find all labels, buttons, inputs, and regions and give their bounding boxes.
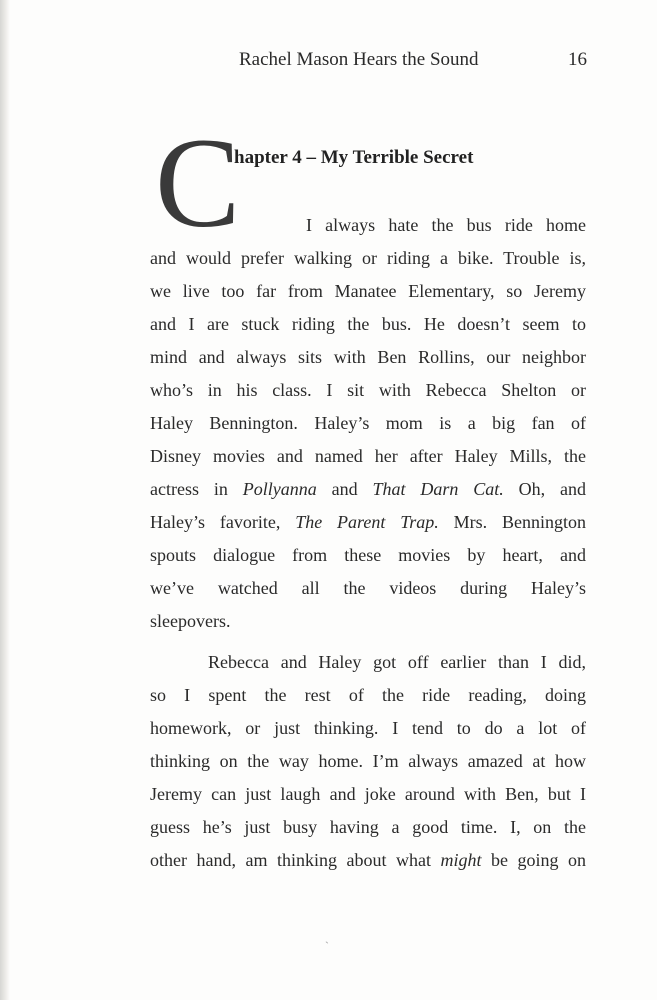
film-title-parent-trap: The Parent Trap. <box>295 512 439 532</box>
text-line: I always hate the bus ride home <box>306 215 586 235</box>
paragraph-spacer <box>150 638 586 646</box>
emphasis-word: might <box>440 850 482 870</box>
text-line: homework, or just thinking. I tend to do a lot of <box>150 718 586 738</box>
text-line <box>150 473 586 506</box>
book-title: Rachel Mason Hears the Sound <box>239 49 479 70</box>
text-line: guess he’s just busy having a good time. I, on the <box>150 817 586 837</box>
text-run: Mrs. Bennington <box>438 512 586 532</box>
text-run: actress in <box>150 479 243 499</box>
text-line: and I are stuck riding the bus. He doesn’t seem to <box>150 314 586 334</box>
text-run: be going on <box>481 850 586 870</box>
text-line <box>150 506 586 539</box>
paragraph-2 <box>150 646 586 877</box>
body-text <box>150 209 586 877</box>
running-header <box>0 48 657 72</box>
page-number: 16 <box>568 49 587 70</box>
text-run: other hand, am thinking about what <box>150 850 441 870</box>
text-line: Rebecca and Haley got off earlier than I did, <box>208 652 586 672</box>
text-line: spouts dialogue from these movies by heart, and <box>150 545 586 565</box>
text-run: Haley’s favorite, <box>150 512 296 532</box>
text-line <box>150 844 586 877</box>
chapter-heading: hapter 4 – My Terrible Secret <box>234 147 474 168</box>
text-line: Disney movies and named her after Haley Mills, the <box>150 446 586 466</box>
text-line: thinking on the way home. I’m always amazed at how <box>150 751 586 771</box>
text-line: Jeremy can just laugh and joke around with Ben, but I <box>150 784 586 804</box>
drop-cap-letter: C <box>155 112 241 254</box>
text-line: so I spent the rest of the ride reading, doing <box>150 685 586 705</box>
text-line: sleepovers. <box>150 611 231 631</box>
text-run: Oh, and <box>503 479 586 499</box>
page-binding-shadow <box>0 0 10 1000</box>
film-title-that-darn-cat: That Darn Cat. <box>372 479 504 499</box>
text-line: we’ve watched all the videos during Haley’s <box>150 578 586 598</box>
text-line: mind and always sits with Ben Rollins, our neighbor <box>150 347 586 367</box>
text-line: and would prefer walking or riding a bike. Trouble is, <box>150 248 586 268</box>
text-run: and <box>316 479 373 499</box>
book-title-pollyanna: Pollyanna <box>242 479 317 499</box>
text-line: who’s in his class. I sit with Rebecca Shelton or <box>150 380 586 400</box>
text-line: Haley Bennington. Haley’s mom is a big fan of <box>150 413 586 433</box>
footer-ink-mark: ˏ <box>325 930 329 944</box>
text-line: we live too far from Manatee Elementary, so Jeremy <box>150 281 586 301</box>
paragraph-1 <box>150 209 586 638</box>
